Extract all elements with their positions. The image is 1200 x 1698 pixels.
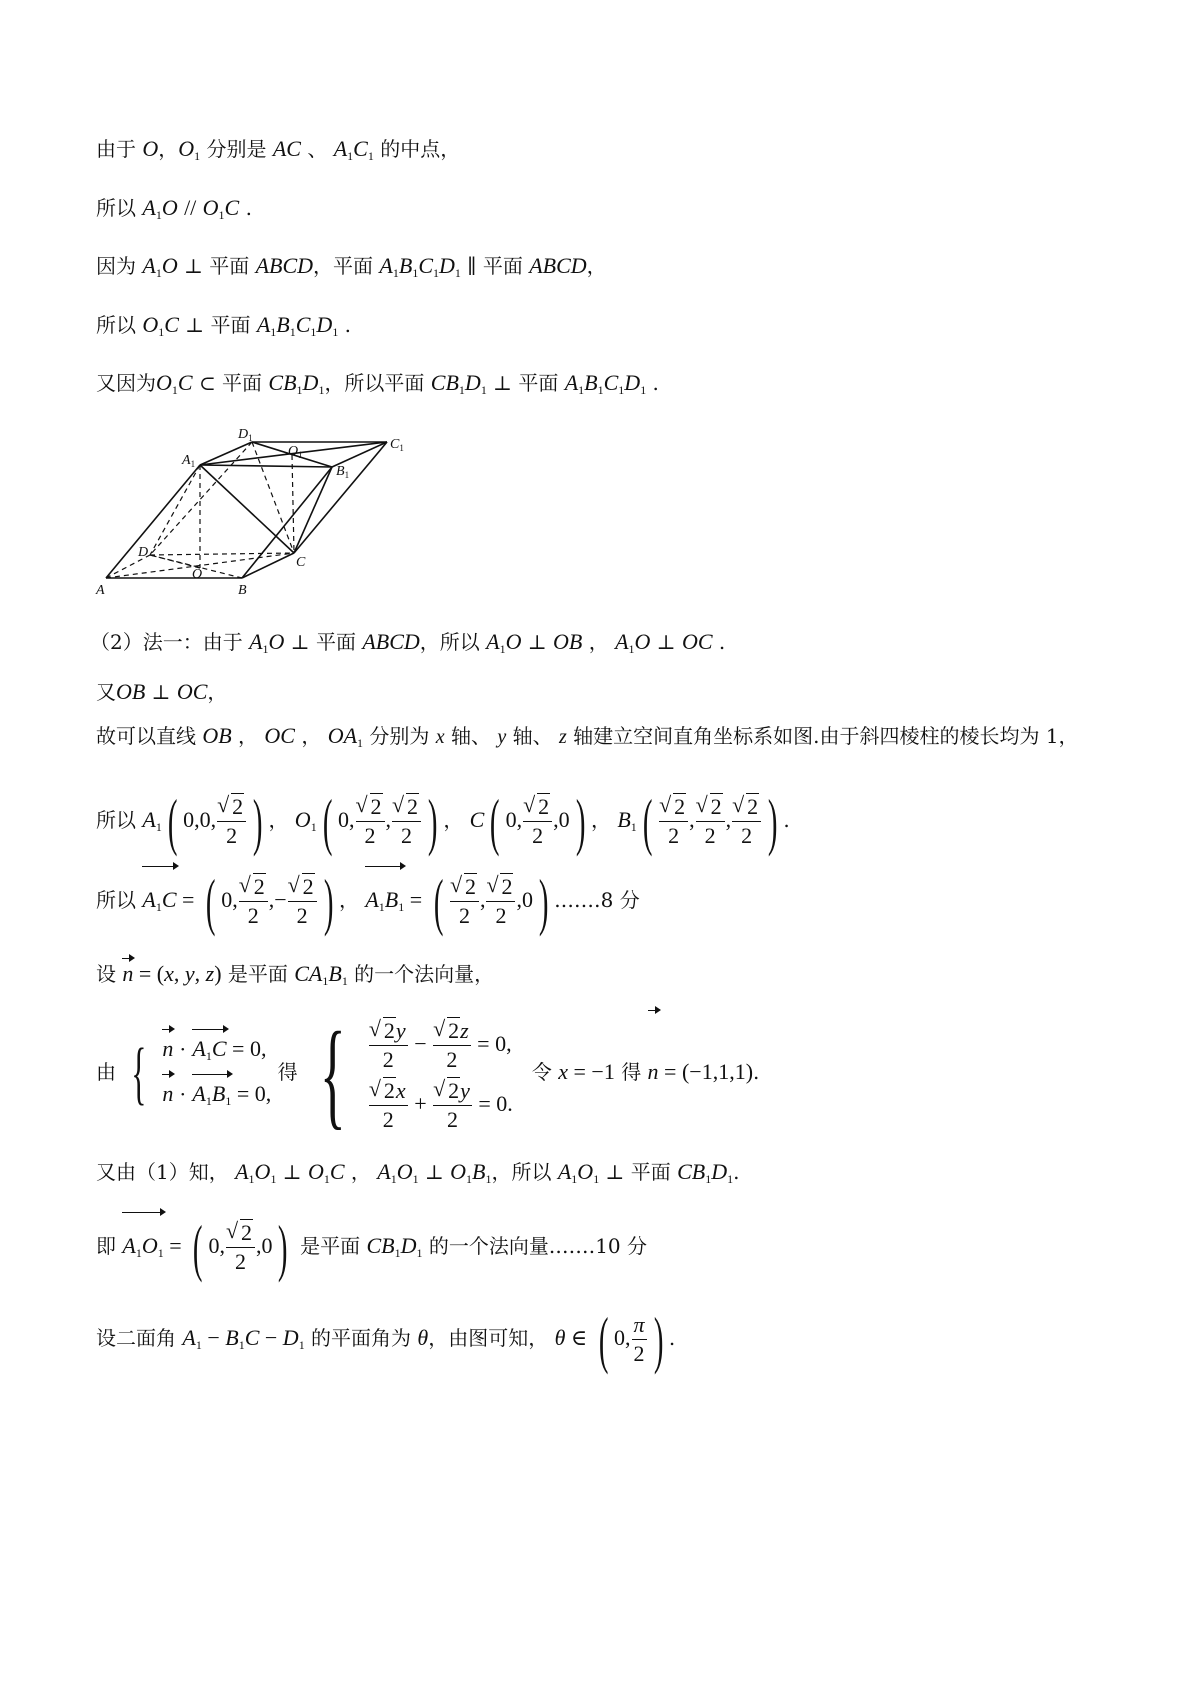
text: ⊥ 平面: [290, 630, 356, 654]
text: 轴、: [450, 724, 491, 748]
text-line-5: 又因为$O_1C$ ⊂ 平面 $CB_1D_1$，所以平面 $CB_1D_1$ ⊥ 平面 $A_1B_1C_1D_1$ .: [96, 370, 659, 397]
text-line-14: 即 $A_1O_1$ = ( 0, √ $\frac{2}{2}$ ,0) 是平面 $CB_1D_1$ 的一个法向量.……10 分: [96, 1212, 647, 1285]
text: 的一个法向量，: [354, 962, 495, 986]
text: 所以: [96, 808, 136, 832]
label-O: O: [192, 567, 203, 582]
text: 设: [96, 962, 116, 986]
text: 故可以直线: [96, 724, 196, 748]
text-line-12: 由 { $n \cdot A_1C = 0$, $n \cdot A_1B_1 = 0$, 得 { √ $\frac{2y}{2}$ − √ $\frac{2z}{2}$ = 0, √ $\frac{2x}{2}$ + √ $\frac{2y}{2}$ = 0. 令 x = −1 得 n = (−1,1,1).: [96, 1010, 759, 1140]
label-B: B: [238, 583, 247, 598]
text-line-11: 设 n = (x, y, z) 是平面 $CA_1B_1$ 的一个法向量，: [96, 958, 494, 995]
text-line-1: 由于 O，$O_1$ 分别是 AC 、 $A_1C_1$ 的中点，: [96, 136, 461, 163]
text: 所以: [96, 888, 136, 912]
text: ⊥ 平面: [605, 1160, 671, 1184]
text: 设二面角: [96, 1326, 176, 1350]
text: ⊂ 平面: [198, 371, 263, 395]
text-line-2: 所以 $A_1O // O_1C$ .: [96, 195, 252, 222]
text: 是平面: [300, 1234, 361, 1258]
text: 轴、: [512, 724, 553, 748]
text: 又因为: [96, 371, 156, 395]
text: 所以: [96, 196, 136, 220]
text: 得: [277, 1060, 298, 1084]
text: ，: [586, 254, 607, 278]
text: 轴建立空间直角坐标系如图.由于斜四棱柱的棱长均为 1，: [573, 724, 1079, 748]
label-C: C: [296, 555, 306, 570]
text: 因为: [96, 254, 136, 278]
text-line-9: 所以 $A_1$( 0,0, √ $\frac{2}{2}$ ) ， $O_1$( 0, √ $\frac{2}{2}$ , √ $\frac{2}{2}$ ) ， C( 0, √ $\frac{2}{2}$ ,0) ， $B_1$( √ $\frac{2}{2}$ , √ $\frac{2}{2}$ , √ $\frac{2}{2}$ ) .: [96, 788, 790, 859]
text-line-4: 所以 $O_1C$ ⊥ 平面 $A_1B_1C_1D_1$ .: [96, 312, 352, 339]
text: ⊥ 平面: [184, 254, 250, 278]
text-line-7: 又OB ⊥ OC，: [96, 679, 228, 704]
text: 的平面角为: [311, 1326, 412, 1350]
text: ，由图可知，: [428, 1326, 549, 1350]
label-D: D: [138, 545, 149, 560]
text: 令: [531, 1060, 552, 1084]
math: O: [142, 136, 159, 161]
label-C1: $C_1$: [390, 437, 404, 453]
text: ，平面: [313, 254, 374, 278]
text: 又: [96, 680, 116, 704]
text: 是平面: [227, 962, 288, 986]
text: 的中点，: [380, 137, 461, 161]
text: 分别为: [369, 724, 430, 748]
text: ∥ 平面: [467, 254, 523, 278]
label-B1: $B_1$: [336, 464, 350, 480]
label-A1: $A_1$: [182, 453, 196, 469]
text: 由于: [96, 137, 136, 161]
text: 得: [621, 1060, 642, 1084]
text: 由: [96, 1060, 116, 1084]
text: ，所以平面: [324, 371, 425, 395]
text: .……8 分: [554, 888, 640, 912]
text: 又由（1）知，: [96, 1160, 229, 1184]
text-line-8: 故可以直线 OB ， OC ， $OA_1$ 分别为 x 轴、 y 轴、 z 轴建立空间直角坐标系如图.由于斜四棱柱的棱长均为 1，: [96, 723, 1079, 750]
prism-figure: [92, 420, 432, 610]
text-line-13: 又由（1）知， $A_1O_1$ ⊥ $O_1C$ ， $A_1O_1$ ⊥ $O_1B_1$，所以 $A_1O_1$ ⊥ 平面 $CB_1D_1$.: [96, 1159, 740, 1186]
text: 的一个法向量.……10 分: [428, 1234, 648, 1258]
text: ⊥ 平面: [185, 313, 251, 337]
text: ，所以: [491, 1160, 552, 1184]
text: ，所以: [419, 630, 480, 654]
label-A: A: [96, 583, 105, 598]
text: ⊥ 平面: [493, 371, 559, 395]
text: 即: [96, 1234, 116, 1258]
text: 分别是: [206, 137, 267, 161]
text-line-10: 所以 $A_1C$ = ( 0, √ $\frac{2}{2}$ ,− √ $\frac{2}{2}$ ) ， $A_1B_1$ = ( √ $\frac{2}{2}$ , √ $\frac{2}{2}$ ,0) .……8 分: [96, 866, 640, 939]
text-line-15: 设二面角 $A_1 - B_1C - D_1$ 的平面角为 θ，由图可知， θ ∈ ( 0, $\frac{\pi}{2}$ ) .: [96, 1303, 676, 1375]
label-D1: $D_1$: [238, 427, 253, 443]
text: 所以: [96, 313, 136, 337]
text-line-3: 因为 $A_1O$ ⊥ 平面 ABCD，平面 $A_1B_1C_1D_1$ ∥ 平面 ABCD，: [96, 253, 607, 280]
text-line-6: （2）法一：由于 $A_1O$ ⊥ 平面 ABCD，所以 $A_1O$ ⊥ OB ， $A_1O$ ⊥ OC .: [90, 629, 726, 656]
label-O1: $O_1$: [288, 444, 303, 460]
text: （2）法一：由于: [90, 630, 243, 654]
